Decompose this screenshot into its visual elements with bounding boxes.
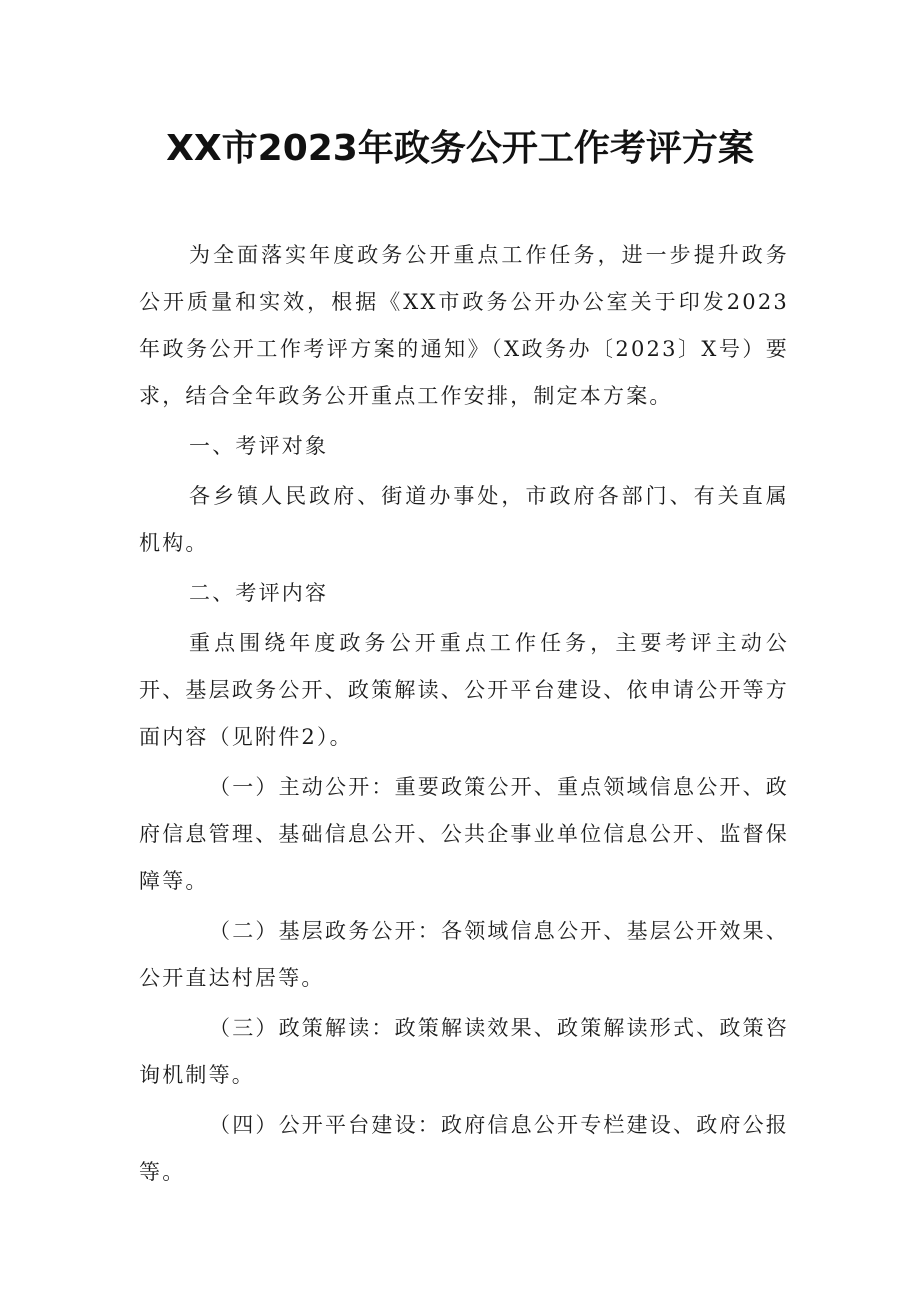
document-body bbox=[139, 232, 789, 1196]
document-title: XX市2023年政务公开工作考评方案 bbox=[166, 128, 754, 169]
subsection-platform-construction: （四）公开平台建设：政府信息公开专栏建设、政府公报等。 bbox=[139, 1113, 789, 1184]
subsection-policy-interpretation: （三）政策解读：政策解读效果、政策解读形式、政策咨询机制等。 bbox=[139, 1016, 789, 1087]
intro-paragraph: 为全面落实年度政务公开重点工作任务，进一步提升政务公开质量和实效，根据《XX市政务公开办公室关于印发2023年政务公开工作考评方案的通知》（X政务办〔2023〕X号）要求，结合全年政务公开重点工作安排，制定本方案。 bbox=[139, 243, 789, 408]
subsection-grassroots-disclosure: （二）基层政务公开：各领域信息公开、基层公开效果、公开直达村居等。 bbox=[139, 919, 789, 990]
section-heading-evaluation-content: 二、考评内容 bbox=[189, 581, 329, 605]
evaluation-content-paragraph: 重点围绕年度政务公开重点工作任务，主要考评主动公开、基层政务公开、政策解读、公开平台建设、依申请公开等方面内容（见附件2）。 bbox=[139, 631, 789, 749]
subsection-active-disclosure: （一）主动公开：重要政策公开、重点领域信息公开、政府信息管理、基础信息公开、公共企事业单位信息公开、监督保障等。 bbox=[139, 775, 789, 893]
section-heading-evaluation-targets: 一、考评对象 bbox=[189, 434, 329, 458]
evaluation-targets-paragraph: 各乡镇人民政府、街道办事处，市政府各部门、有关直属机构。 bbox=[139, 484, 789, 555]
